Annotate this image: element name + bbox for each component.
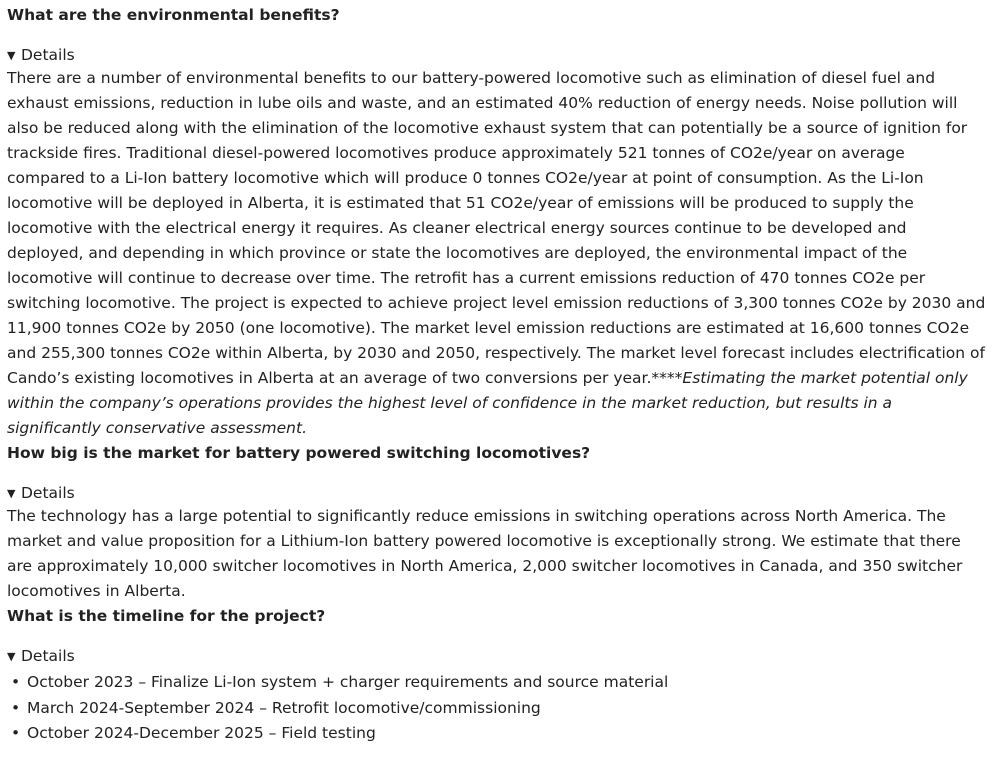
details-toggle[interactable] — [7, 483, 986, 504]
details-label: Details — [21, 647, 75, 665]
answer-text: There are a number of environmental benefits to our battery-powered locomotive such as elimination of diesel fuel and exhaust emissions, reduction in lube oils and waste, and an estimated 40% reduction of energy needs. Noise pollution will also be reduced along with the elimination of the locomotive exhaust system that can potentially be a source of ignition for trackside fires. Traditional diesel-powered locomotives produce approximately 521 tonnes of CO2e/year on average compared to a Li-Ion battery locomotive which will produce 0 tonnes CO2e/year at point of consumption. As the Li-Ion locomotive will be deployed in Alberta, it is estimated that 51 CO2e/year of emissions will be produced to supply the locomotive with the electrical energy it requires. As cleaner electrical energy sources continue to be developed and deployed, and depending in which province or state the locomotives are deployed, the environmental impact of the locomotive will continue to decrease over time. The retrofit has a current emissions reduction of 470 tonnes CO2e per switching locomotive. The project is expected to achieve project level emission reductions of 3,300 tonnes CO2e by 2030 and 11,900 tonnes CO2e by 2050 (one locomotive). The market level emission reductions are estimated at 16,600 tonnes CO2e and 255,300 tonnes CO2e within Alberta, by 2030 and 2050, respectively. The market level forecast includes electrification of Cando’s existing locomotives in Alberta at an average of two conversions per year.** — [7, 69, 986, 387]
faq-answer: The technology has a large potential to significantly reduce emissions in switching operations across North America. The market and value proposition for a Lithium-Ion battery powered locomotive is exceptionally strong. We estimate that there are approximately 10,000 switcher locomotives in North America, 2,000 switcher locomotives in Canada, and 350 switcher locomotives in Alberta. — [7, 507, 963, 600]
bullet-icon: • — [11, 698, 21, 717]
faq-section-environmental — [7, 3, 986, 441]
faq-answer — [7, 66, 986, 441]
faq-question: How big is the market for battery powered switching locomotives? — [7, 444, 591, 462]
answer-footnote: **Estimating the market potential only within the company’s operations provides the highest level of confidence in the market reduction, but results in a significantly conservative assessment. — [7, 369, 968, 437]
faq-question: What are the environmental benefits? — [7, 6, 340, 24]
triangle-down-icon: ▼ — [7, 49, 16, 62]
timeline-item-text: October 2023 – Finalize Li-Ion system + charger requirements and source material — [27, 673, 669, 691]
bullet-icon: • — [11, 673, 21, 691]
triangle-down-icon: ▼ — [7, 650, 16, 663]
timeline-item-text: October 2024-December 2025 – Field testing — [27, 724, 376, 742]
faq-question: What is the timeline for the project? — [7, 607, 326, 625]
timeline-list — [7, 670, 986, 747]
details-toggle[interactable] — [7, 646, 986, 667]
timeline-item-text: March 2024-September 2024 – Retrofit locomotive/commissioning — [27, 698, 541, 717]
list-item — [7, 670, 986, 696]
details-label: Details — [21, 46, 75, 64]
bullet-icon: • — [11, 724, 21, 742]
list-item — [7, 721, 986, 747]
details-label: Details — [21, 484, 75, 502]
triangle-down-icon: ▼ — [7, 487, 16, 500]
faq-section-timeline — [7, 604, 986, 747]
faq-section-market — [7, 441, 986, 604]
details-toggle[interactable] — [7, 45, 986, 66]
list-item — [7, 696, 986, 722]
